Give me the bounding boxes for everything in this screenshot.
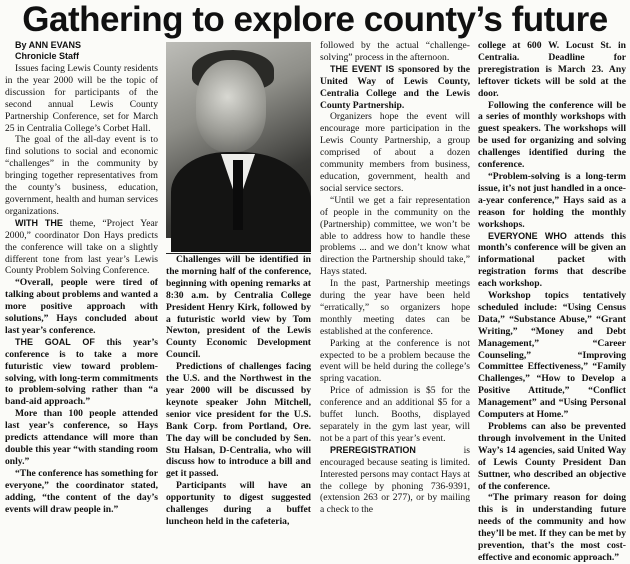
article-paragraph — [5, 337, 158, 408]
article-paragraph — [166, 361, 311, 480]
article-paragraph — [320, 64, 470, 112]
paragraph-text: Predictions of challenges facing the U.S. and the Northwest in the year 2000 will be discussed by keynote speaker John Mitchell, senior vice president for the U.S. Bank Corp. from Portland, Ore. The day will be concluded by Sen. Stu Halsan, D-Centralia, who will discuss how to introduce a bill and get it passed. — [166, 361, 311, 480]
paragraph-lead-in: EVERYONE WHO — [488, 230, 567, 241]
column-4 — [478, 40, 626, 563]
paragraph-lead-in: THE GOAL OF — [15, 336, 95, 347]
paragraph-lead-in: THE EVENT IS — [330, 63, 395, 74]
paragraph-text: college at 600 W. Locust St. in Centralia. Deadline for preregistration is March 23. Any leftover tickets will be sold at the door. — [478, 40, 626, 99]
paragraph-text: “Overall, people were tired of talking about problems and wanted a more positive approach with solutions,” Hays concluded about last year’s conference. — [5, 277, 158, 336]
article-paragraph — [5, 468, 158, 516]
article-paragraph — [5, 63, 158, 134]
article-paragraph — [320, 338, 470, 386]
article-paragraph — [320, 195, 470, 278]
byline-role: Chronicle Staff — [15, 51, 80, 61]
article-paragraph — [5, 134, 158, 217]
article-paragraph — [320, 40, 470, 64]
paragraph-text: theme, “Project Year 2000,” coordinator Don Hays predicts the conference will take on a slightly different tone from last year’s Lewis County Problem Solving Conference. — [5, 217, 158, 277]
paragraph-text: “The conference has something for everyone,” the coordinator stated, adding, “the content of the day’s events will draw people in.” — [5, 467, 158, 515]
column-3 — [320, 40, 470, 516]
paragraph-text: Organizers hope the event will encourage more participation in the Lewis County Partnership, a group comprised of about a dozen community members from business, education, government, health and social service sectors. — [320, 111, 470, 194]
article-paragraph — [5, 277, 158, 337]
paragraph-text: In the past, Partnership meetings during the year have been held “erratically,” so organizers hope monthly meeting dates can be established at the conference. — [320, 278, 470, 337]
article-paragraph — [166, 254, 311, 361]
article-paragraph — [478, 421, 626, 492]
article-paragraph — [478, 100, 626, 171]
byline-author: By ANN EVANS — [15, 40, 82, 50]
photo-henry-kirk — [166, 42, 311, 238]
paragraph-text: More than 100 people attended last year’s conference, so Hays predicts attendance will more than double this year “with standing room only.” — [5, 408, 158, 467]
paragraph-text: sponsored by the United Way of Lewis County, Centralia College and the Lewis County Partnership. — [320, 63, 470, 111]
article-paragraph — [478, 231, 626, 291]
article-paragraph — [478, 290, 626, 421]
paragraph-text: Parking at the conference is not expected to be a problem because the event will be held during the college’s spring vacation. — [320, 337, 470, 385]
article-paragraph — [166, 480, 311, 528]
article-paragraph — [320, 111, 470, 194]
column-1 — [5, 40, 158, 515]
paragraph-text: this year’s conference is to take a more futuristic view toward problem-solving, with long-term commitments to problem-solving rather than “a band-aid approach.” — [5, 336, 158, 408]
paragraph-text: Following the conference will be a series of monthly workshops with guest speakers. The workshops will be used for organizing and solving challenges identified during the conference. — [478, 99, 626, 171]
paragraph-text: The goal of the all-day event is to find solutions to social and economic “challenges” in the community by bringing together representatives from the county’s business, education, government, health and human services organizations. — [5, 134, 158, 217]
paragraph-text: Price of admission is $5 for the conference and an additional $5 for a buffet lunch. Booths, displayed separately in the gym last year, will not be a part of this year’s event. — [320, 385, 470, 444]
article-paragraph — [478, 40, 626, 100]
paragraph-text: Participants will have an opportunity to digest suggested challenges during a buffet luncheon held in the cafeteria, — [166, 480, 311, 527]
article-paragraph — [320, 445, 470, 516]
paragraph-text: Challenges will be identified in the morning half of the conference, beginning with opening remarks at 8:30 a.m. by Centralia College President Henry Kirk, followed by a futuristic world view by Tom Newton, president of the Lewis County Economic Development Council. — [166, 254, 311, 361]
paragraph-text: is encouraged because seating is limited. Interested persons may contact Hays at the college by phoning 736-9391, (extension 263 or 277), or by mailing a check to the — [320, 444, 470, 516]
paragraph-text: Issues facing Lewis County residents in the year 2000 will be the topic of discussion for participants of the second annual Lewis County Partnership Conference, set for March 25 in Centralia College’s Corbet Hall. — [5, 63, 158, 134]
paragraph-text: Workshop topics tentatively scheduled include: “Using Census Data,” “Substance Abuse,” “Grant Writing,” “Money and Debt Management,” “Career Counseling,” “Improving Committee Effectiveness,” “Family Challenges,” “How to Develop a Positive Attitude,” “Conflict Management” and “Using Personal Computers at Home.” — [478, 290, 626, 421]
headline: Gathering to explore county’s future — [22, 0, 608, 39]
column-2 — [166, 40, 311, 527]
article-paragraph — [320, 278, 470, 338]
paragraph-text: “The primary reason for doing this is in understanding future needs of the community and how they’ll be met. If they can be met by prevention, that’s the most cost-effective and economic approach.” — [478, 492, 626, 563]
article-paragraph — [478, 171, 626, 231]
article-paragraph — [5, 218, 158, 278]
paragraph-text: “Problem-solving is a long-term issue, it’s not just handled in a once-a-year conference,” Hays said as a reason for holding the monthly workshops. — [478, 170, 626, 230]
paragraph-text: attends this month’s conference will be given an informational packet with registration forms that describe each workshop. — [478, 230, 626, 290]
paragraph-lead-in: WITH THE — [15, 217, 63, 228]
article-paragraph — [478, 492, 626, 563]
article-paragraph — [320, 385, 470, 445]
paragraph-text: Problems can also be prevented through involvement in the United Way’s 14 agencies, said United Way of Lewis County President Dan Suttner, who described an objective of the conference. — [478, 421, 626, 492]
byline — [5, 40, 158, 62]
paragraph-text: “Until we get a fair representation of people in the community on the (Partnership) committee, we won’t be able to address how to handle these problems ... and we don’t know what direction the Partnership should take,” Hays stated. — [320, 194, 470, 278]
paragraph-lead-in: PREREGISTRATION — [330, 444, 416, 455]
paragraph-text: followed by the actual “challenge-solving” process in the afternoon. — [320, 40, 470, 63]
article-paragraph — [5, 408, 158, 468]
